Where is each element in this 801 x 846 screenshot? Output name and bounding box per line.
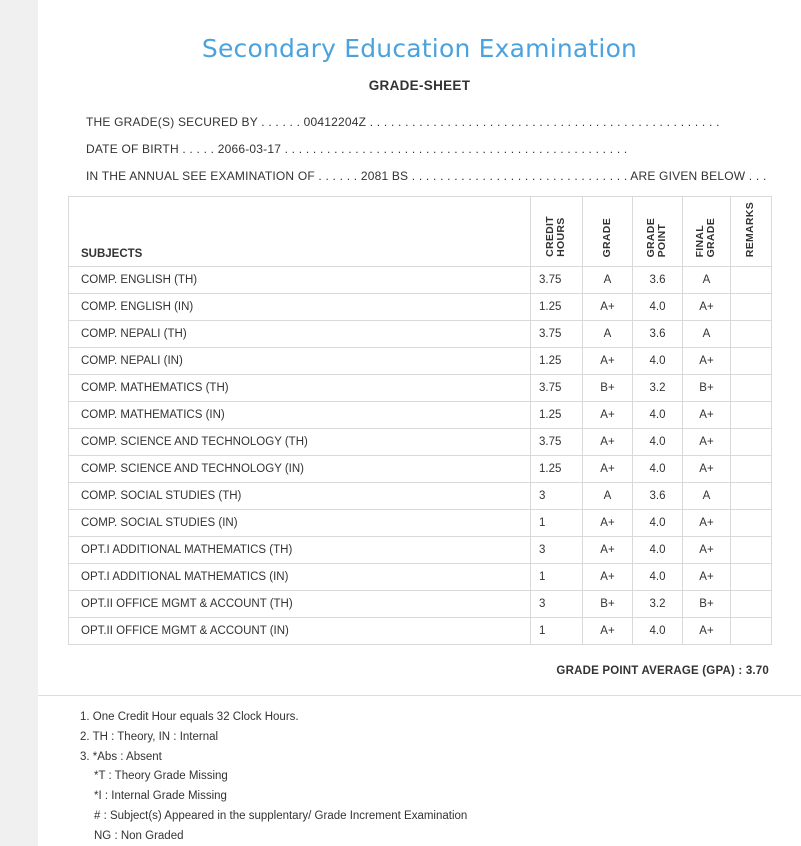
note-item: *T : Theory Grade Missing (94, 770, 228, 783)
table-header-row (69, 197, 772, 267)
cell-grade: B+ (583, 375, 633, 402)
cell-subject: COMP. SOCIAL STUDIES (IN) (69, 510, 531, 537)
cell-subject: OPT.I ADDITIONAL MATHEMATICS (TH) (69, 537, 531, 564)
cell-final-grade: A+ (683, 402, 731, 429)
cell-subject: COMP. MATHEMATICS (TH) (69, 375, 531, 402)
column-header-grade-point-text: GRADE POINT (645, 217, 669, 257)
cell-grade-point: 4.0 (633, 294, 683, 321)
cell-grade-point: 4.0 (633, 537, 683, 564)
cell-grade-point: 3.2 (633, 591, 683, 618)
info-line-grades-secured-by: THE GRADE(S) SECURED BY . . . . . . 00412204Z . . . . . . . . . . . . . . . . . . . . . . . . . . . . . . . . . . . . . . . . . . . . . . . . . . (86, 115, 720, 129)
cell-subject: OPT.II OFFICE MGMT & ACCOUNT (TH) (69, 591, 531, 618)
column-header-credit-hours-text: CREDIT HOURS (544, 216, 568, 257)
cell-grade-point: 4.0 (633, 564, 683, 591)
cell-remarks (731, 564, 772, 591)
cell-final-grade: B+ (683, 591, 731, 618)
cell-credit-hours: 3 (531, 483, 583, 510)
table-row (69, 402, 772, 429)
cell-grade: A (583, 483, 633, 510)
cell-final-grade: A+ (683, 348, 731, 375)
grades-table (68, 196, 772, 645)
cell-credit-hours: 3.75 (531, 375, 583, 402)
column-header-grade-text: GRADE (600, 217, 613, 257)
table-row (69, 375, 772, 402)
cell-final-grade: A+ (683, 429, 731, 456)
candidate-info-block (68, 115, 771, 183)
cell-final-grade: A+ (683, 564, 731, 591)
page-title: Secondary Education Examination (201, 34, 638, 63)
info-line-date-of-birth: DATE OF BIRTH . . . . . 2066-03-17 . . . . . . . . . . . . . . . . . . . . . . . . . . . . . . . . . . . . . . . . . . . . . . . . . (86, 142, 628, 156)
column-header-final-grade (683, 197, 731, 267)
table-row (69, 564, 772, 591)
note-item: 2. TH : Theory, IN : Internal (80, 730, 219, 743)
cell-remarks (731, 375, 772, 402)
cell-subject: COMP. SCIENCE AND TECHNOLOGY (IN) (69, 456, 531, 483)
cell-grade: A+ (583, 402, 633, 429)
cell-grade-point: 3.6 (633, 483, 683, 510)
table-row (69, 456, 772, 483)
cell-grade-point: 4.0 (633, 402, 683, 429)
cell-final-grade: A+ (683, 618, 731, 645)
cell-credit-hours: 3 (531, 537, 583, 564)
column-header-credit-hours (531, 197, 583, 267)
column-header-grade (583, 197, 633, 267)
column-header-remarks (731, 197, 772, 267)
cell-remarks (731, 537, 772, 564)
cell-grade: A (583, 321, 633, 348)
column-header-remarks-text: REMARKS (744, 201, 757, 257)
grade-sheet-document (38, 0, 801, 846)
note-item: *I : Internal Grade Missing (94, 790, 227, 803)
cell-credit-hours: 3.75 (531, 321, 583, 348)
cell-grade-point: 4.0 (633, 510, 683, 537)
cell-grade: A+ (583, 537, 633, 564)
cell-remarks (731, 429, 772, 456)
table-row (69, 483, 772, 510)
table-row (69, 429, 772, 456)
cell-remarks (731, 267, 772, 294)
cell-remarks (731, 402, 772, 429)
cell-subject: COMP. MATHEMATICS (IN) (69, 402, 531, 429)
note-item: 3. *Abs : Absent (80, 750, 162, 763)
section-divider (38, 695, 801, 696)
cell-credit-hours: 3 (531, 591, 583, 618)
column-header-subjects: SUBJECTS (69, 197, 531, 267)
cell-subject: COMP. SCIENCE AND TECHNOLOGY (TH) (69, 429, 531, 456)
cell-grade-point: 3.6 (633, 321, 683, 348)
page-subtitle: GRADE-SHEET (368, 78, 471, 93)
cell-remarks (731, 483, 772, 510)
table-row (69, 267, 772, 294)
cell-remarks (731, 348, 772, 375)
notes-section (68, 708, 771, 846)
cell-credit-hours: 1.25 (531, 456, 583, 483)
table-row (69, 591, 772, 618)
cell-subject: OPT.I ADDITIONAL MATHEMATICS (IN) (69, 564, 531, 591)
cell-remarks (731, 510, 772, 537)
cell-credit-hours: 3.75 (531, 267, 583, 294)
column-header-final-grade-text: FINAL GRADE (694, 217, 718, 257)
cell-final-grade: A (683, 483, 731, 510)
cell-remarks (731, 456, 772, 483)
cell-subject: COMP. SOCIAL STUDIES (TH) (69, 483, 531, 510)
cell-grade: A+ (583, 618, 633, 645)
cell-final-grade: A+ (683, 294, 731, 321)
cell-grade-point: 4.0 (633, 456, 683, 483)
cell-credit-hours: 1 (531, 510, 583, 537)
cell-final-grade: B+ (683, 375, 731, 402)
cell-grade: A+ (583, 456, 633, 483)
cell-remarks (731, 618, 772, 645)
cell-final-grade: A+ (683, 510, 731, 537)
table-row (69, 294, 772, 321)
cell-final-grade: A (683, 321, 731, 348)
cell-final-grade: A+ (683, 456, 731, 483)
cell-final-grade: A (683, 267, 731, 294)
cell-grade-point: 4.0 (633, 618, 683, 645)
cell-grade: A+ (583, 510, 633, 537)
cell-subject: COMP. ENGLISH (IN) (69, 294, 531, 321)
info-line-examination: IN THE ANNUAL SEE EXAMINATION OF . . . . . . 2081 BS . . . . . . . . . . . . . . . . . . . . . . . . . . . . . . . ARE GIVEN BELOW . . . (86, 169, 767, 183)
cell-grade: A (583, 267, 633, 294)
cell-subject: COMP. NEPALI (TH) (69, 321, 531, 348)
gpa-summary: GRADE POINT AVERAGE (GPA) : 3.70 (556, 665, 769, 677)
cell-grade: A+ (583, 564, 633, 591)
note-item: # : Subject(s) Appeared in the supplentary/ Grade Increment Examination (94, 809, 468, 822)
cell-credit-hours: 1.25 (531, 348, 583, 375)
note-item: NG : Non Graded (94, 829, 184, 842)
cell-credit-hours: 1.25 (531, 402, 583, 429)
cell-remarks (731, 591, 772, 618)
cell-remarks (731, 321, 772, 348)
cell-grade: A+ (583, 348, 633, 375)
column-header-grade-point (633, 197, 683, 267)
table-row (69, 348, 772, 375)
table-row (69, 510, 772, 537)
cell-credit-hours: 1 (531, 564, 583, 591)
cell-credit-hours: 1.25 (531, 294, 583, 321)
table-row (69, 618, 772, 645)
grades-table-body (69, 267, 772, 645)
cell-credit-hours: 1 (531, 618, 583, 645)
cell-grade-point: 4.0 (633, 429, 683, 456)
cell-grade: A+ (583, 429, 633, 456)
cell-credit-hours: 3.75 (531, 429, 583, 456)
cell-final-grade: A+ (683, 537, 731, 564)
table-row (69, 537, 772, 564)
cell-subject: COMP. NEPALI (IN) (69, 348, 531, 375)
cell-grade: B+ (583, 591, 633, 618)
note-item: 1. One Credit Hour equals 32 Clock Hours. (80, 711, 299, 723)
cell-subject: COMP. ENGLISH (TH) (69, 267, 531, 294)
cell-subject: OPT.II OFFICE MGMT & ACCOUNT (IN) (69, 618, 531, 645)
cell-grade: A+ (583, 294, 633, 321)
cell-grade-point: 3.6 (633, 267, 683, 294)
cell-remarks (731, 294, 772, 321)
table-row (69, 321, 772, 348)
cell-grade-point: 3.2 (633, 375, 683, 402)
cell-grade-point: 4.0 (633, 348, 683, 375)
